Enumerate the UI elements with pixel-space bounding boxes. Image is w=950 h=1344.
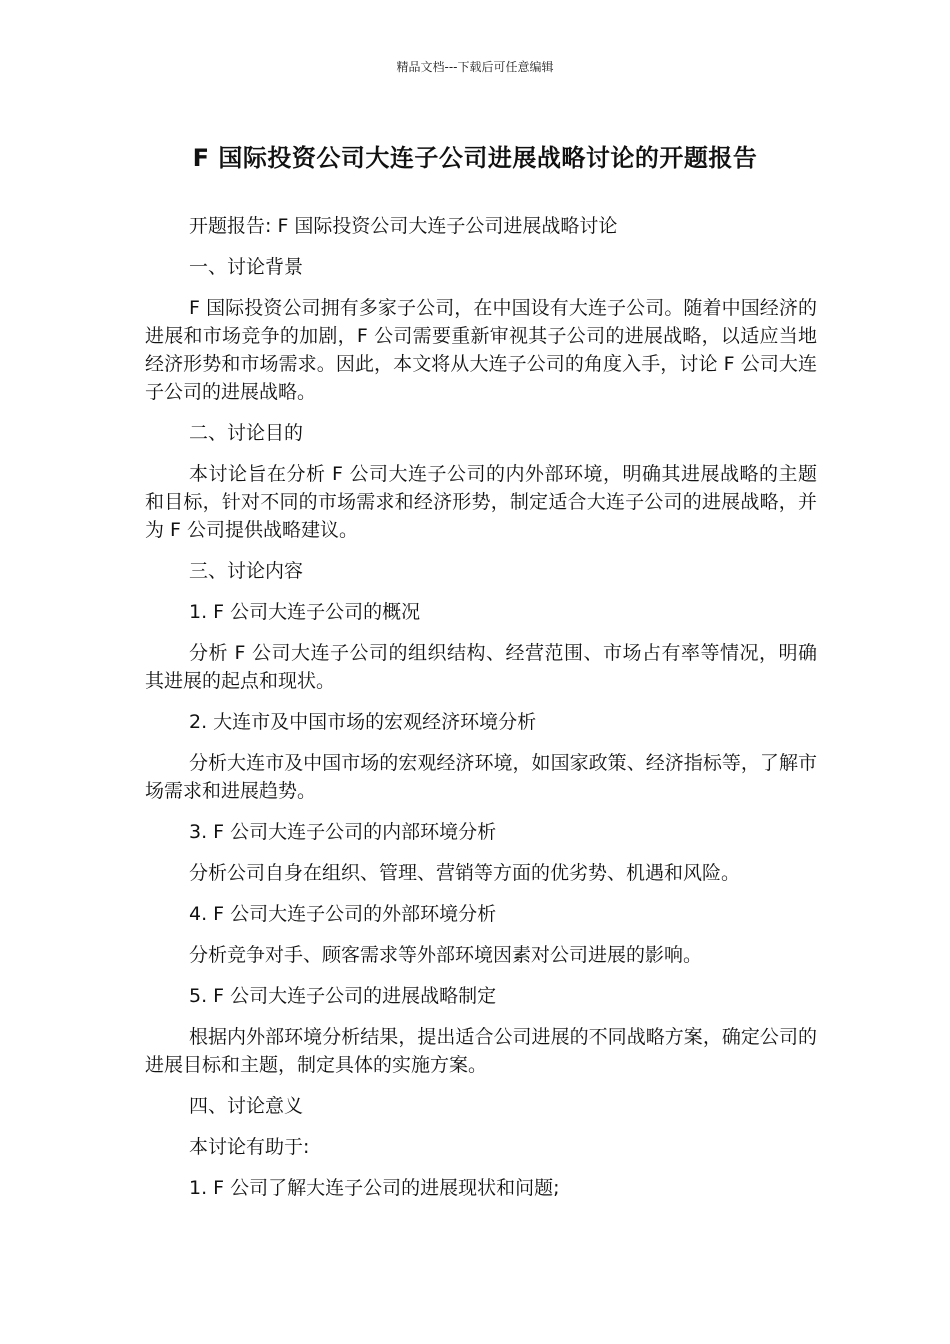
heading-significance: 四、讨论意义 — [189, 1095, 304, 1117]
content-item-5-text: 根据内外部环境分析结果，提出适合公司进展的不同战略方案，确定公司的进展目标和主题，制定具体的实施方案。 — [145, 1026, 817, 1076]
content-item-1-title: 1. F 公司大连子公司的概况 — [189, 601, 421, 623]
paragraph-significance-intro: 本讨论有助于: — [189, 1136, 310, 1158]
document-title: F 国际投资公司大连子公司进展战略讨论的开题报告 — [192, 144, 758, 172]
content-item-4-title: 4. F 公司大连子公司的外部环境分析 — [189, 903, 497, 925]
content-item-2-title: 2. 大连市及中国市场的宏观经济环境分析 — [189, 711, 537, 733]
significance-item-1: 1. F 公司了解大连子公司的进展现状和问题; — [189, 1177, 560, 1199]
heading-background: 一、讨论背景 — [189, 256, 304, 278]
content-item-3-text: 分析公司自身在组织、管理、营销等方面的优劣势、机遇和风险。 — [189, 862, 741, 884]
content-item-2-text: 分析大连市及中国市场的宏观经济环境，如国家政策、经济指标等，了解市场需求和进展趋势。 — [145, 752, 817, 802]
paragraph-purpose: 本讨论旨在分析 F 公司大连子公司的内外部环境，明确其进展战略的主题和目标，针对不同的市场需求和经济形势，制定适合大连子公司的进展战略，并为 F 公司提供战略建议。 — [145, 463, 817, 541]
content-item-3-title: 3. F 公司大连子公司的内部环境分析 — [189, 821, 497, 843]
header-note: 精品文档---下载后可任意编辑 — [396, 60, 554, 74]
content-item-1-text: 分析 F 公司大连子公司的组织结构、经营范围、市场占有率等情况，明确其进展的起点和现状。 — [145, 642, 817, 692]
paragraph-report-title: 开题报告: F 国际投资公司大连子公司进展战略讨论 — [189, 215, 618, 237]
paragraph-background: F 国际投资公司拥有多家子公司，在中国设有大连子公司。随着中国经济的进展和市场竞争的加剧，F 公司需要重新审视其子公司的进展战略，以适应当地经济形势和市场需求。因此，本文将从大连子公司的角度入手，讨论 F 公司大连子公司的进展战略。 — [145, 297, 817, 403]
content-item-4-text: 分析竞争对手、顾客需求等外部环境因素对公司进展的影响。 — [189, 944, 703, 966]
heading-purpose: 二、讨论目的 — [189, 422, 304, 444]
document-body — [145, 212, 817, 1215]
heading-content: 三、讨论内容 — [189, 560, 304, 582]
content-item-5-title: 5. F 公司大连子公司的进展战略制定 — [189, 985, 497, 1007]
